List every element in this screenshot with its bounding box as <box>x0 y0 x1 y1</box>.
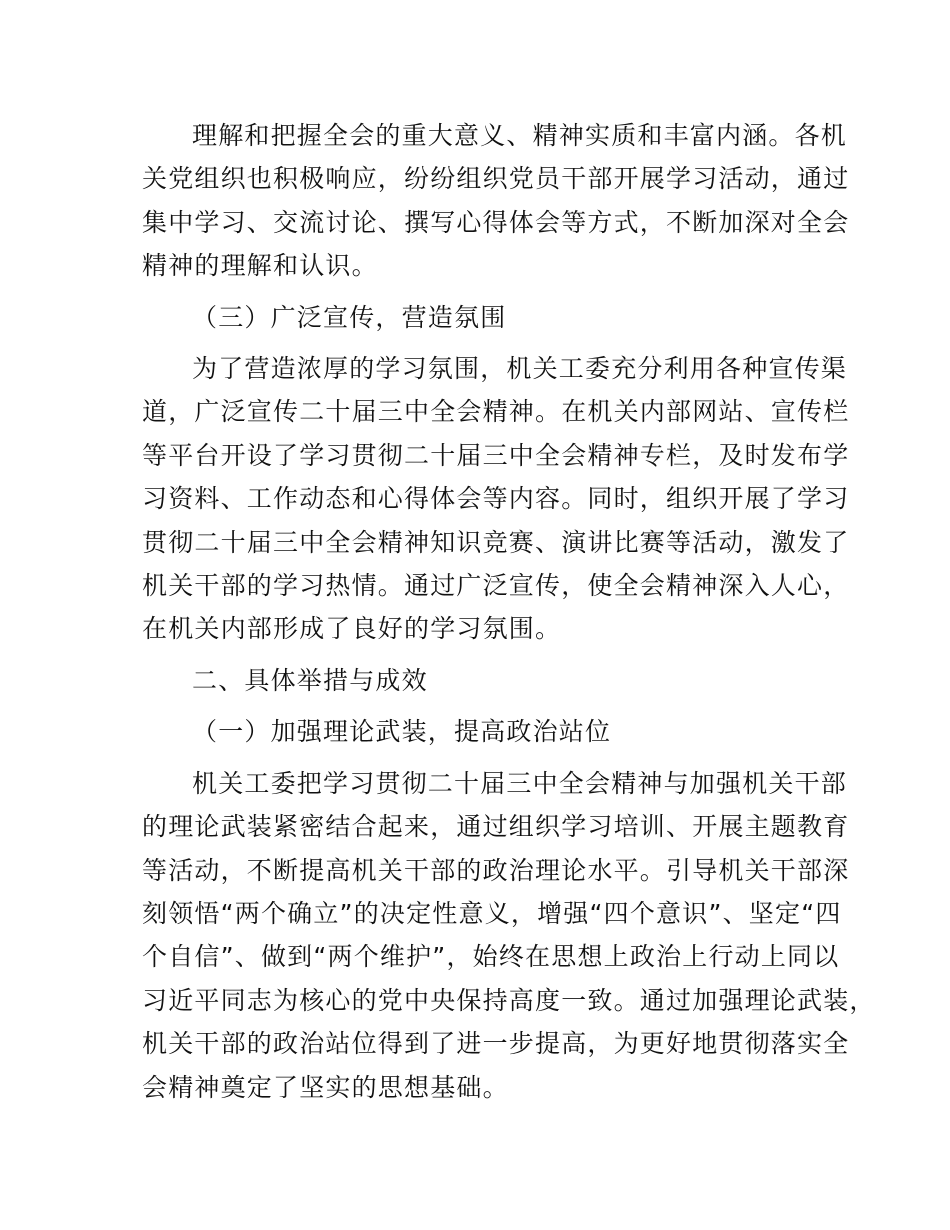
paragraph-line: 个自信”、做到“两个维护”，始终在思想上政治上行动上同以 <box>142 942 840 972</box>
section-heading-three: （三）广泛宣传，营造氛围 <box>192 302 507 332</box>
paragraph-line: 会精神奠定了坚实的思想基础。 <box>142 1072 509 1102</box>
paragraph-line: 集中学习、交流讨论、撰写心得体会等方式，不断加深对全会 <box>142 207 850 237</box>
paragraph-line: 理解和把握全会的重大意义、精神实质和丰富内涵。各机 <box>192 121 848 150</box>
paragraph-line: 关党组织也积极响应，纷纷组织党员干部开展学习活动，通过 <box>142 164 850 194</box>
paragraph-line: 机关工委把学习贯彻二十届三中全会精神与加强机关干部 <box>192 768 848 798</box>
paragraph-line: 刻领悟“两个确立”的决定性意义，增强“四个意识”、坚定“四 <box>142 898 842 928</box>
paragraph-line: 道，广泛宣传二十届三中全会精神。在机关内部网站、宣传栏 <box>142 397 850 427</box>
paragraph-1 <box>142 114 850 288</box>
paragraph-line: 机关干部的学习热情。通过广泛宣传，使全会精神深入人心， <box>142 571 850 601</box>
paragraph-3 <box>142 762 876 1109</box>
paragraph-line: 习资料、工作动态和心得体会等内容。同时，组织开展了学习 <box>142 484 850 514</box>
paragraph-line: 等平台开设了学习贯彻二十届三中全会精神专栏，及时发布学 <box>142 440 850 470</box>
paragraph-2 <box>142 347 850 651</box>
section-heading-two: 二、具体举措与成效 <box>192 665 428 695</box>
document-body <box>142 114 876 1109</box>
paragraph-line: 贯彻二十届三中全会精神知识竞赛、演讲比赛等活动，激发了 <box>142 527 850 557</box>
paragraph-line: 的理论武装紧密结合起来，通过组织学习培训、开展主题教育 <box>142 812 850 842</box>
paragraph-line: 为了营造浓厚的学习氛围，机关工委充分利用各种宣传渠 <box>192 354 848 384</box>
paragraph-line: 精神的理解和认识。 <box>142 251 378 281</box>
paragraph-line: 习近平同志为核心的党中央保持高度一致。通过加强理论武装， <box>142 985 876 1015</box>
section-heading-one: （一）加强理论武装，提高政治站位 <box>192 717 612 747</box>
paragraph-line: 在机关内部形成了良好的学习氛围。 <box>142 614 562 644</box>
paragraph-line: 机关干部的政治站位得到了进一步提高，为更好地贯彻落实全 <box>142 1029 850 1059</box>
paragraph-line: 等活动，不断提高机关干部的政治理论水平。引导机关干部深 <box>142 855 850 885</box>
